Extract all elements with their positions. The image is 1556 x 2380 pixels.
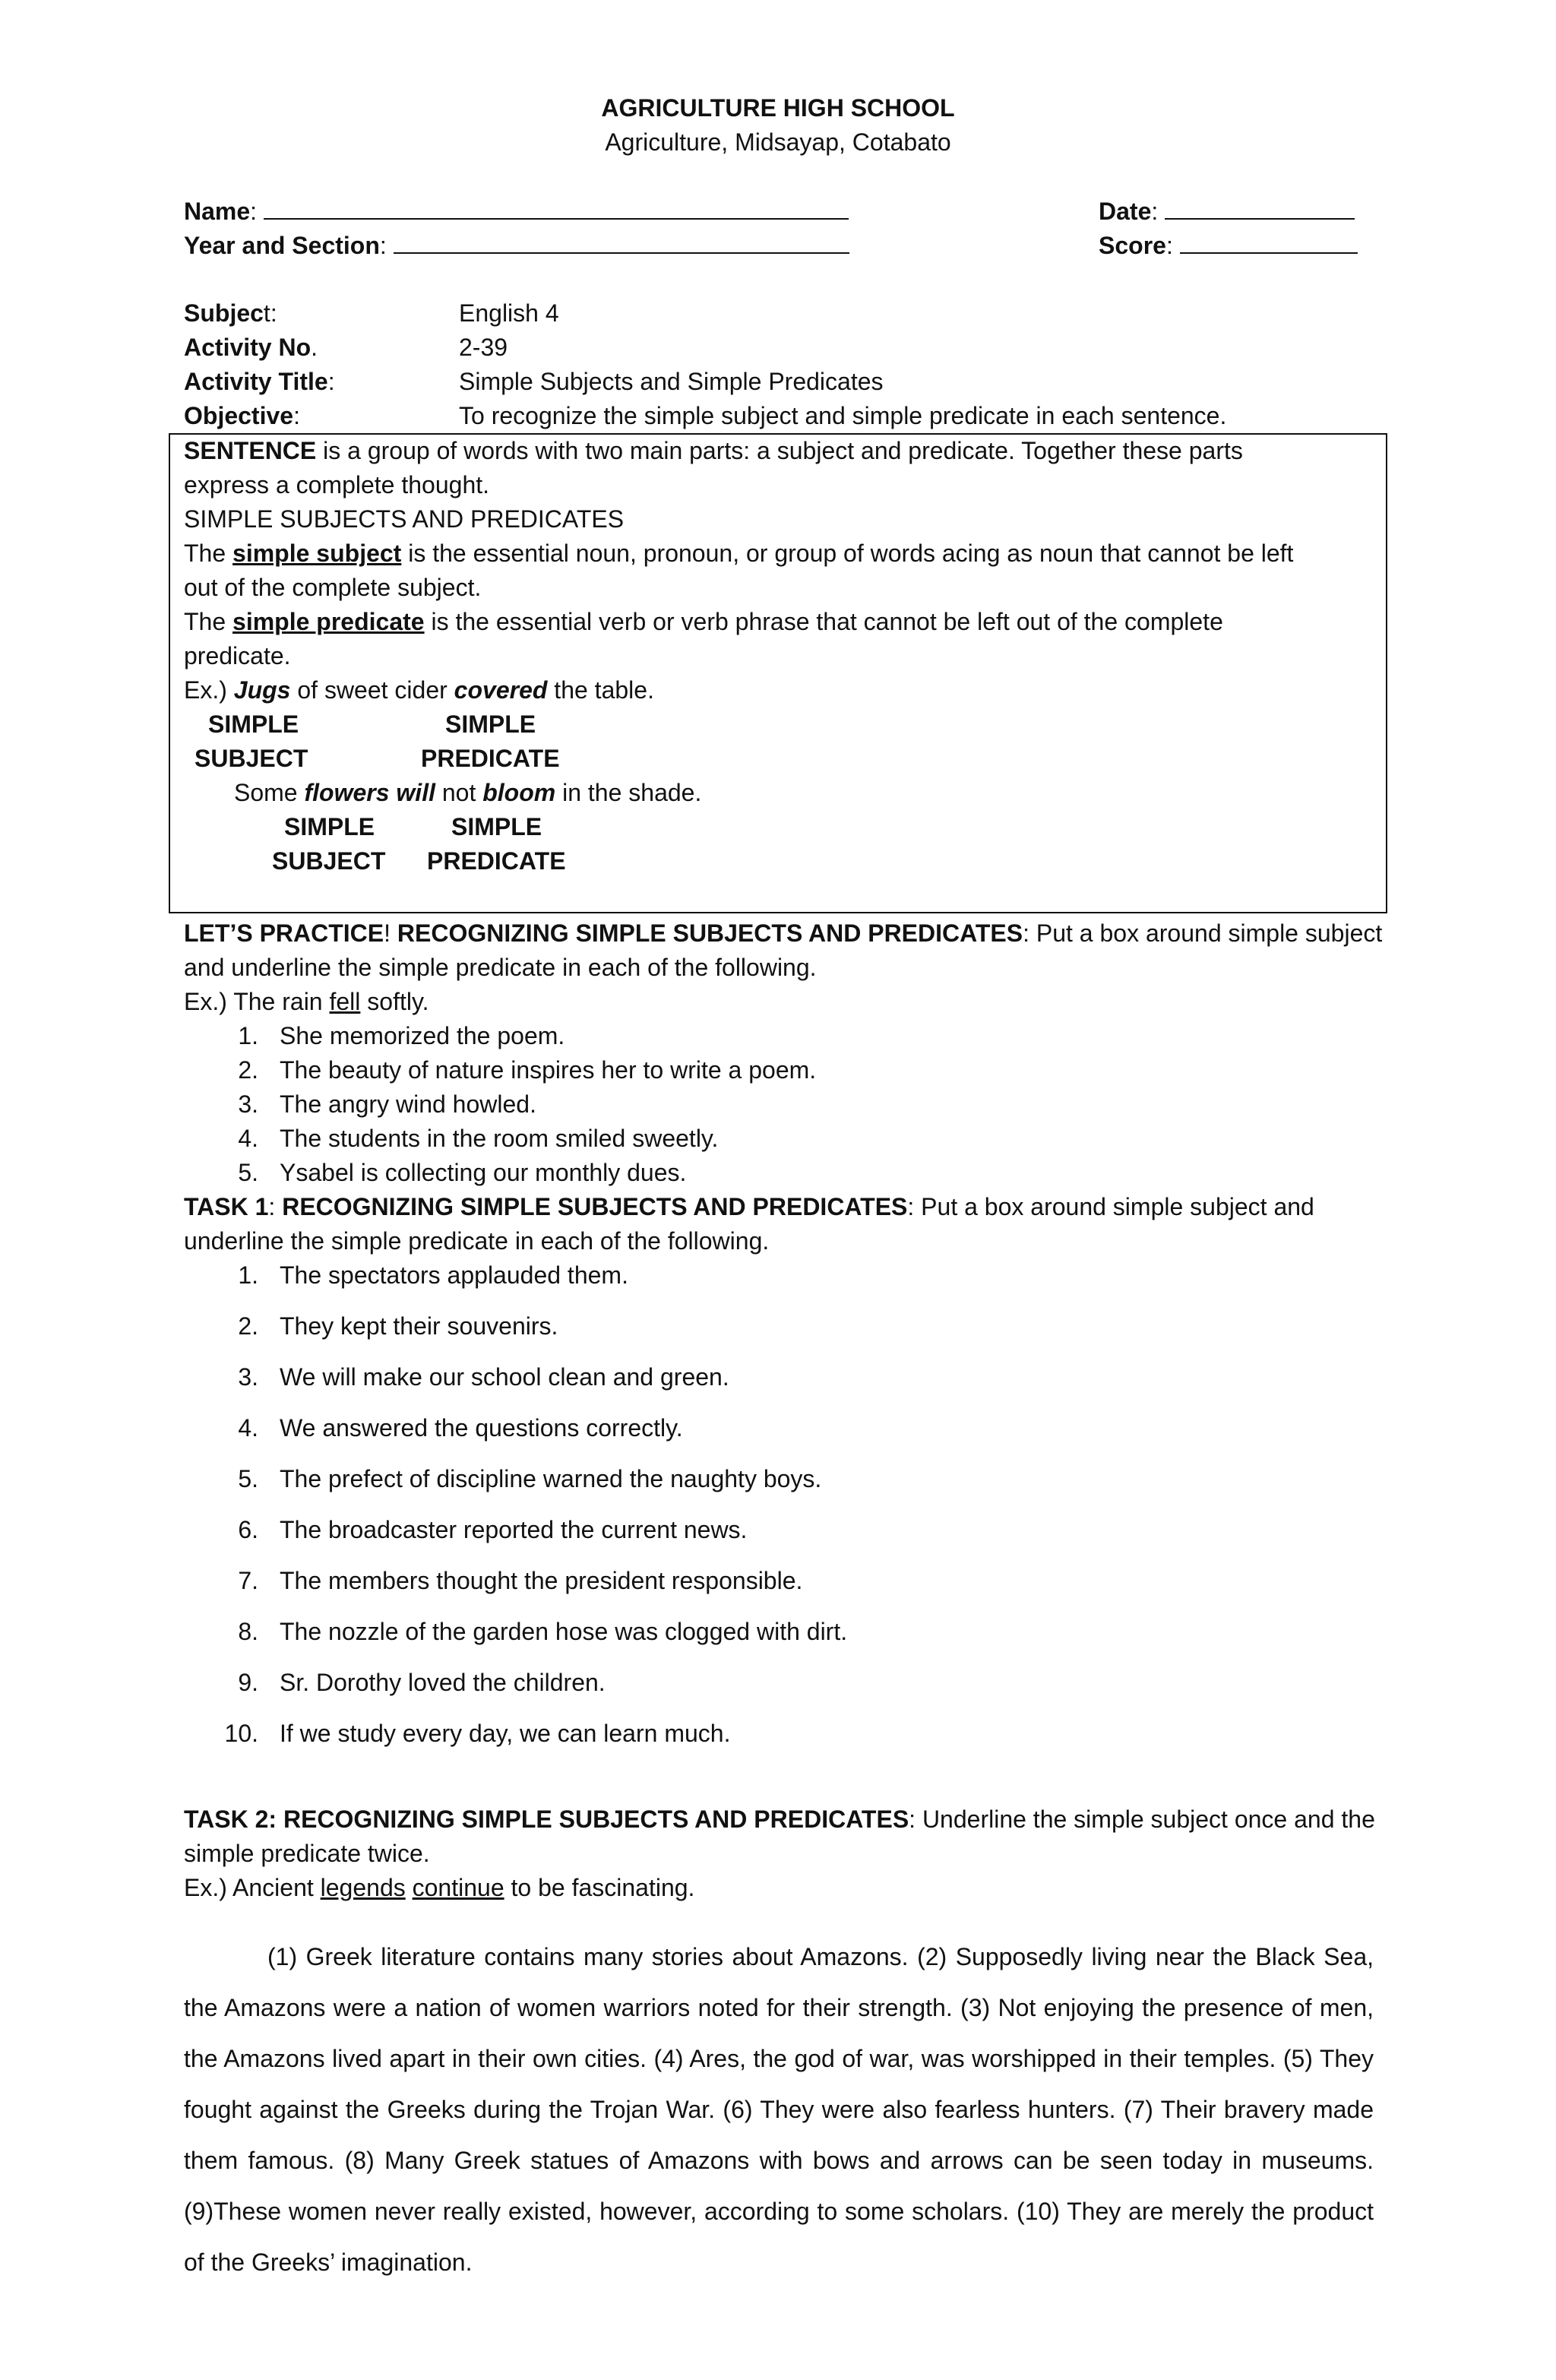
paragraph-text: (1) Greek literature contains many stories about Amazons. (2) Supposedly living near the Black Sea, the Amazons were a nation of women warriors noted for their strength. (3) Not enjoying the presence of men, the Amazons lived apart in their own cities. (4) Ares, the god of war, was worshipped in their temples. (5) They fought against the Greeks during the Trojan War. (6) They were also fearless hunters. (7) Their bravery made them famous. (8) Many Greek statues of Amazons with bows and arrows can be seen today in museums. (9)These women never really existed, however, according to some scholars. (10) They are merely the product of the Greeks’ imagination.: [184, 1943, 1374, 2276]
box-line-2: express a complete thought.: [184, 471, 490, 498]
activity-no-value: 2-39: [459, 334, 508, 361]
date-blank[interactable]: [1165, 195, 1355, 220]
subject-label: Subject:: [184, 299, 277, 327]
example-sentence-1: Ex.) Jugs of sweet cider covered the table.: [184, 676, 654, 704]
simple-subject-term: simple subject: [232, 540, 402, 567]
simple-predicate-definition: The simple predicate is the essential verb or verb phrase that cannot be left out of the complete: [184, 608, 1223, 635]
list-item: 9. Sr. Dorothy loved the children.: [238, 1669, 606, 1696]
box-line-7: predicate.: [184, 642, 291, 669]
practice-example: Ex.) The rain fell softly.: [184, 988, 429, 1015]
list-item: 2. The beauty of nature inspires her to write a poem.: [238, 1056, 817, 1084]
year-section-label: Year and Section: [184, 232, 380, 259]
activity-no-label: Activity No.: [184, 334, 318, 361]
box-line-1: SENTENCE is a group of words with two main parts: a subject and predicate. Together these parts: [184, 437, 1243, 464]
ex2-predicate-label: PREDICATE: [427, 847, 566, 875]
task2-instruction: simple predicate twice.: [184, 1840, 430, 1867]
subject-value: English 4: [459, 299, 559, 327]
amazons-paragraph: [184, 1932, 1374, 2288]
score-label: Score: [1099, 232, 1166, 259]
ex1-subject-label: SUBJECT: [194, 745, 308, 772]
school-address: Agriculture, Midsayap, Cotabato: [605, 128, 951, 156]
list-item: 2. They kept their souvenirs.: [238, 1312, 558, 1340]
score-field: Score:: [1099, 229, 1358, 263]
list-item: 6. The broadcaster reported the current news.: [238, 1516, 748, 1543]
list-item: 4. The students in the room smiled sweetly.: [238, 1125, 719, 1152]
ex1-simple-label-a: SIMPLE: [208, 711, 299, 738]
name-field: Name:: [184, 195, 849, 229]
activity-title-label: Activity Title:: [184, 368, 335, 395]
year-section-blank[interactable]: [394, 229, 849, 254]
list-item: 1. She memorized the poem.: [238, 1022, 565, 1049]
list-item: 5. The prefect of discipline warned the naughty boys.: [238, 1465, 822, 1492]
ex2-subject-label: SUBJECT: [272, 847, 386, 875]
box-line-5: out of the complete subject.: [184, 574, 482, 601]
score-blank[interactable]: [1180, 229, 1358, 254]
list-item: 5. Ysabel is collecting our monthly dues.: [238, 1159, 687, 1186]
task1-instruction: underline the simple predicate in each of the following.: [184, 1227, 770, 1255]
date-field: Date:: [1099, 195, 1355, 229]
list-item: 8. The nozzle of the garden hose was clogged with dirt.: [238, 1618, 848, 1645]
ex1-simple-label-b: SIMPLE: [445, 711, 536, 738]
name-blank[interactable]: [264, 195, 849, 220]
list-item: 10. If we study every day, we can learn much.: [224, 1720, 731, 1747]
ex2-simple-label-a: SIMPLE: [284, 813, 375, 840]
activity-title-value: Simple Subjects and Simple Predicates: [459, 368, 884, 395]
simple-subject-definition: The simple subject is the essential noun, pronoun, or group of words acing as noun that cannot be left: [184, 540, 1294, 567]
school-name: AGRICULTURE HIGH SCHOOL: [601, 94, 955, 122]
simple-predicate-term: simple predicate: [232, 608, 425, 635]
ex1-predicate-label: PREDICATE: [421, 745, 560, 772]
list-item: 4. We answered the questions correctly.: [238, 1414, 683, 1442]
list-item: 3. We will make our school clean and green.: [238, 1363, 729, 1391]
example-sentence-2: Some flowers will not bloom in the shade.: [234, 779, 702, 806]
ex2-simple-label-b: SIMPLE: [451, 813, 542, 840]
practice-heading: LET’S PRACTICE! RECOGNIZING SIMPLE SUBJECTS AND PREDICATES: Put a box around simple subject: [184, 919, 1383, 947]
name-label: Name: [184, 198, 251, 225]
list-item: 1. The spectators applauded them.: [238, 1261, 628, 1289]
practice-instruction: and underline the simple predicate in each of the following.: [184, 954, 817, 981]
list-item: 7. The members thought the president responsible.: [238, 1567, 803, 1594]
objective-label: Objective:: [184, 402, 300, 429]
year-section-field: Year and Section:: [184, 229, 849, 263]
objective-value: To recognize the simple subject and simple predicate in each sentence.: [459, 402, 1227, 429]
list-item: 3. The angry wind howled.: [238, 1090, 536, 1118]
date-label: Date: [1099, 198, 1152, 225]
task2-heading: TASK 2: RECOGNIZING SIMPLE SUBJECTS AND PREDICATES: Underline the simple subject once and the: [184, 1806, 1375, 1833]
task1-heading: TASK 1: RECOGNIZING SIMPLE SUBJECTS AND PREDICATES: Put a box around simple subject and: [184, 1193, 1314, 1220]
box-line-3: SIMPLE SUBJECTS AND PREDICATES: [184, 505, 625, 533]
task2-example: Ex.) Ancient legends continue to be fascinating.: [184, 1874, 695, 1901]
